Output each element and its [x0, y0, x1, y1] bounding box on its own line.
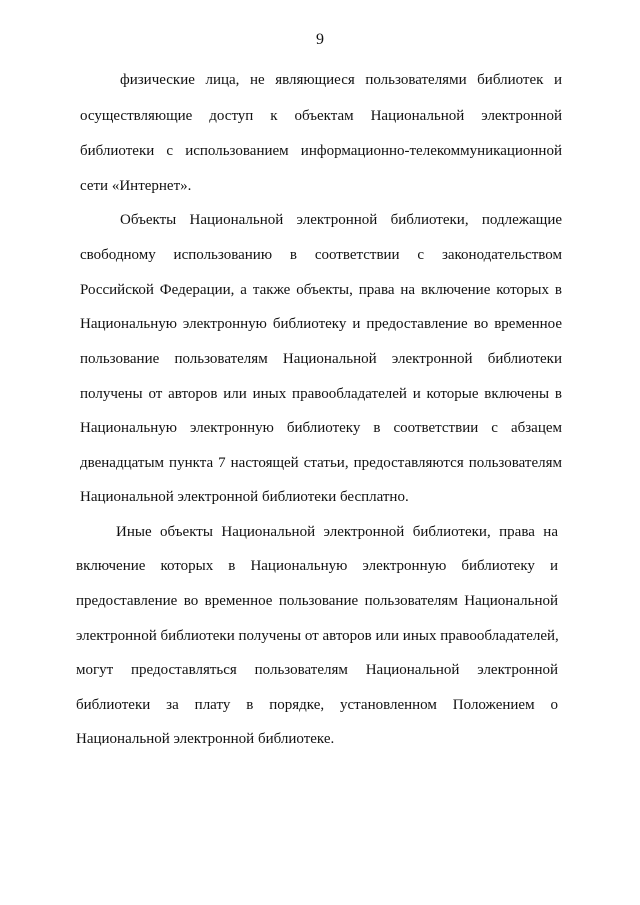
text-line: получены от авторов или иных правообладателей и которые включены в: [80, 386, 562, 402]
text-line: Национальную электронную библиотеку и предоставление во временное: [80, 316, 562, 332]
text-line: Национальную электронную библиотеку в соответствии с абзацем: [80, 420, 562, 436]
text-line: физические лица, не являющиеся пользователями библиотек и: [120, 72, 562, 88]
text-line: сети «Интернет».: [80, 178, 192, 194]
text-line: включение которых в Национальную электронную библиотеку и: [76, 558, 558, 574]
page-number: 9: [316, 31, 324, 48]
text-line: свободному использованию в соответствии с законодательством: [80, 247, 562, 263]
text-line: библиотеки с использованием информационно-телекоммуникационной: [80, 143, 562, 159]
text-line: могут предоставляться пользователям Национальной электронной: [76, 662, 558, 678]
text-line: осуществляющие доступ к объектам Национальной электронной: [80, 108, 562, 124]
text-line: Российской Федерации, а также объекты, права на включение которых в: [80, 282, 562, 298]
text-line: Объекты Национальной электронной библиотеки, подлежащие: [120, 212, 562, 228]
text-line: библиотеки за плату в порядке, установленном Положением о: [76, 697, 558, 713]
text-line: Национальной электронной библиотеки бесплатно.: [80, 489, 409, 505]
text-line: Иные объекты Национальной электронной библиотеки, права на: [116, 524, 558, 540]
text-line: двенадцатым пункта 7 настоящей статьи, предоставляются пользователям: [80, 455, 562, 471]
text-line: электронной библиотеки получены от авторов или иных правообладателей,: [76, 628, 559, 644]
text-line: Национальной электронной библиотеке.: [76, 731, 335, 747]
text-line: пользование пользователям Национальной электронной библиотеки: [80, 351, 562, 367]
text-line: предоставление во временное пользование пользователям Национальной: [76, 593, 558, 609]
